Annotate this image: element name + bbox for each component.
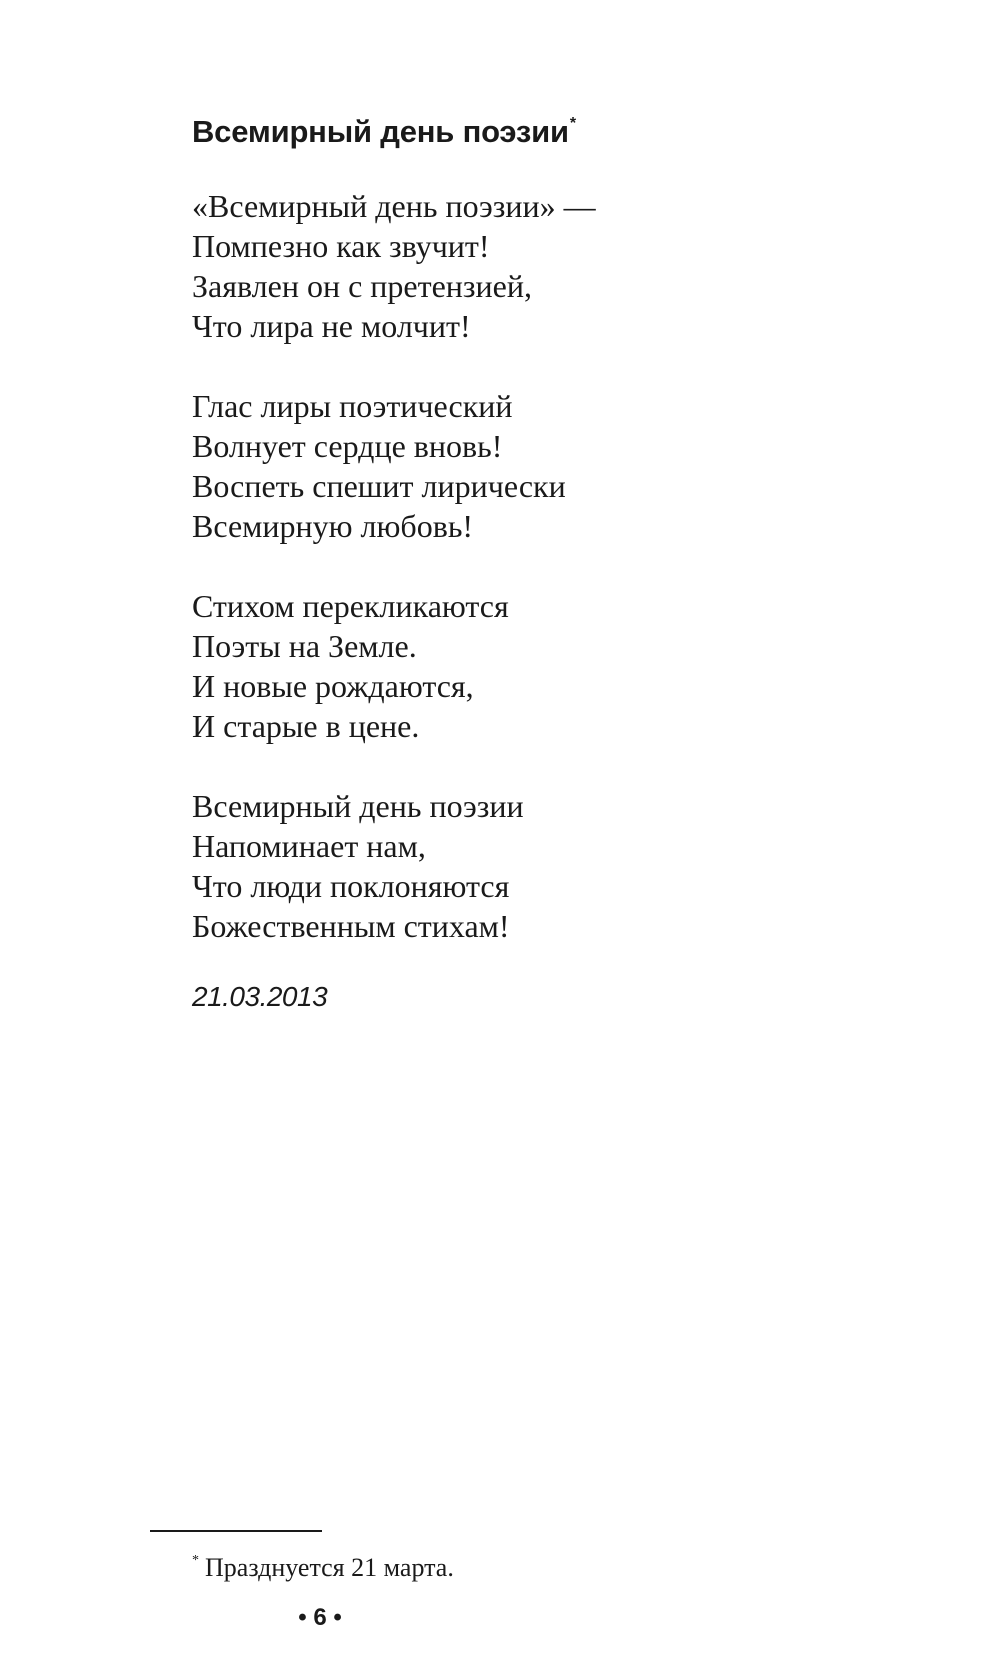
footnote (192, 1544, 454, 1585)
poem-line: И новые рождаются, (192, 668, 474, 704)
poem-line: Глас лиры поэтический (192, 388, 513, 424)
stanza (192, 586, 596, 746)
poem-body (192, 186, 596, 986)
stanza (192, 386, 596, 546)
footnote-mark: * (192, 1553, 199, 1568)
poem-line: Заявлен он с претензией, (192, 268, 532, 304)
poem-line: Всемирный день поэзии (192, 788, 524, 824)
poem-date: 21.03.2013 (192, 981, 328, 1012)
stanza (192, 786, 596, 946)
poem-line: Воспеть спешит лирически (192, 468, 566, 504)
stanza (192, 186, 596, 346)
poem-title (192, 104, 576, 152)
poem-line: Помпезно как звучит! (192, 228, 490, 264)
poem-line: Всемирную любовь! (192, 508, 474, 544)
poem-line: Что люди поклоняются (192, 868, 510, 904)
page-number: • 6 • (298, 1604, 342, 1631)
poem-line: Поэты на Земле. (192, 628, 417, 664)
poem-line: Божественным стихам! (192, 908, 510, 944)
footnote-text: Празднуется 21 марта. (205, 1553, 454, 1582)
poem-line: «Всемирный день поэзии» — (192, 188, 596, 224)
poem-title-text: Всемирный день поэзии (192, 114, 569, 149)
footnote-divider (150, 1530, 322, 1532)
poem-line: Стихом перекликаются (192, 588, 509, 624)
poem-line: Что лира не молчит! (192, 308, 471, 344)
poem-line: Напоминает нам, (192, 828, 426, 864)
poem-line: Волнует сердце вновь! (192, 428, 503, 464)
title-footnote-mark: * (569, 115, 576, 132)
poem-line: И старые в цене. (192, 708, 420, 744)
